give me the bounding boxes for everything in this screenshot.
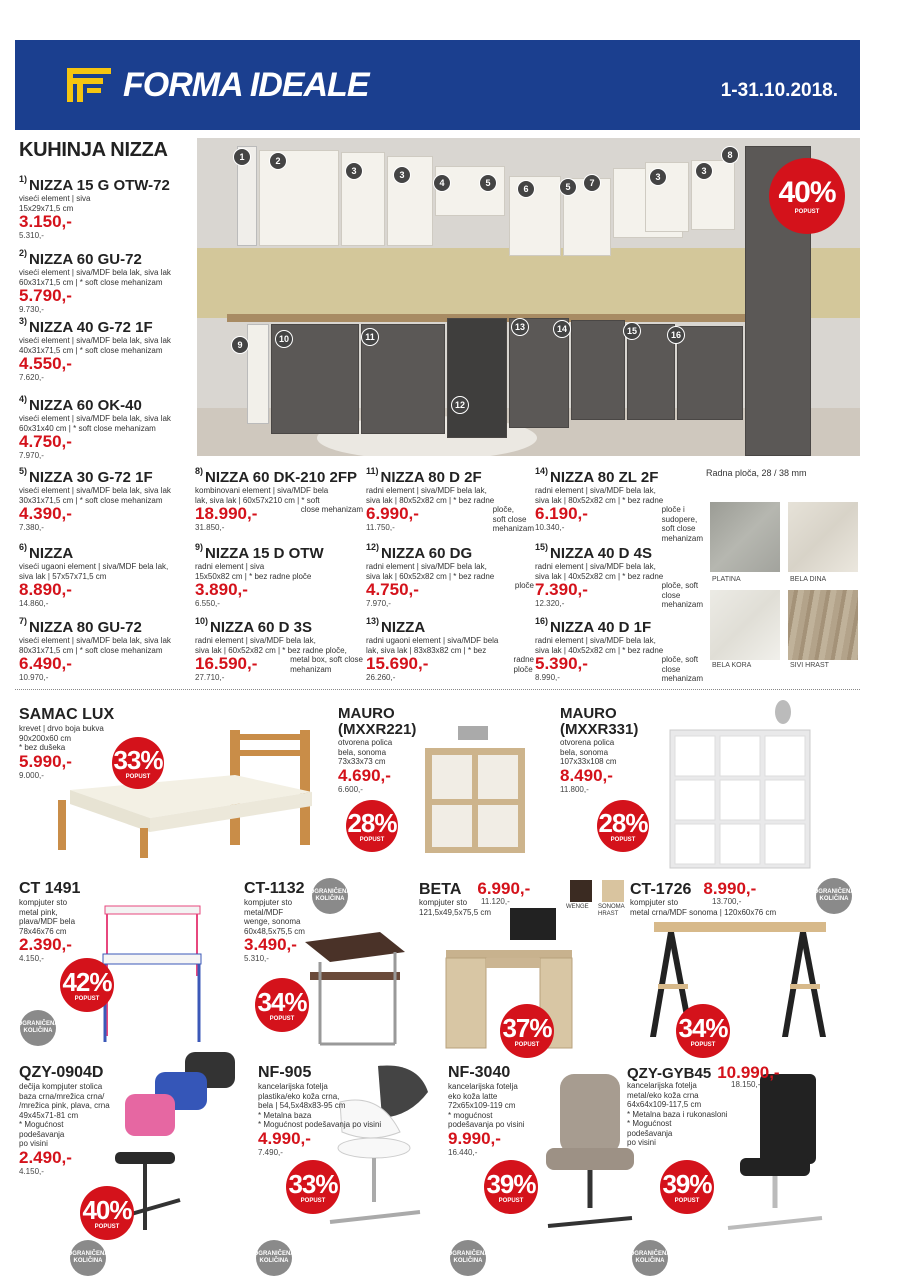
kitchen-item	[19, 318, 199, 382]
swatch-bela-dina	[788, 502, 858, 572]
item-desc: radni element | siva 15x50x82 cm | * bez radne ploče	[195, 562, 312, 581]
kitchen-item	[535, 618, 703, 684]
item-name	[366, 618, 534, 636]
kitchen-item	[195, 544, 363, 608]
shelf-mxxr331-image	[665, 700, 815, 870]
product-desc: otvorena polica bela, sonoma 73x33x73 cm	[338, 738, 393, 766]
discount-badge-ct1132: 34% POPUST	[255, 978, 309, 1032]
item-desc-extra: metal box, soft close mehanizam	[290, 655, 363, 674]
item-desc-extra: radne ploče	[513, 655, 534, 674]
kitchen-marker-5b: 5	[559, 178, 577, 196]
kitchen-item	[19, 396, 199, 460]
product-desc: kancelarijska fotelja plastika/eko koža crna, bela | 54,5x48x83-95 cm * Metalna baza * Mogućnost podešavanja po visini	[258, 1082, 382, 1129]
item-name-text: NIZZA 60 GU-72	[29, 251, 142, 268]
item-desc: kombinovani element | siva/MDF bela lak, siva lak | 60x57x210 cm | * soft	[195, 486, 329, 505]
discount-badge-ct1726: 34% POPUST	[676, 1004, 730, 1058]
product-price: 4.990,-	[258, 1128, 311, 1148]
item-desc-extra: ploče	[514, 581, 534, 590]
kitchen-marker-2: 2	[269, 152, 287, 170]
item-number: 10)	[195, 616, 209, 626]
item-name	[19, 544, 187, 562]
product-desc: krevet | drvo boja bukva 90x200x60 cm * bez dušeka	[19, 724, 104, 752]
product-old-price: 4.150,-	[19, 954, 44, 963]
item-desc: radni element | siva/MDF bela lak, siva lak | 40x52x82 cm | * bez radne	[535, 562, 664, 581]
kitchen-item	[366, 544, 534, 608]
product-nf3040	[448, 1064, 525, 1157]
shelf-mxxr221-image	[420, 718, 530, 858]
product-name: QZY-0904D	[19, 1064, 104, 1081]
item-price: 8.890,-	[19, 580, 72, 599]
item-price: 3.150,-	[19, 212, 72, 231]
item-old-price: 27.710,-	[195, 673, 225, 682]
item-desc: viseći element | siva/MDF bela lak, siva lak 30x31x71,5 cm | * soft close mehanizam	[19, 486, 171, 505]
item-price: 6.490,-	[19, 654, 72, 673]
finish-sonoma-swatch	[602, 880, 624, 902]
item-old-price: 10.340,-	[535, 523, 565, 532]
product-name: CT-1726	[630, 881, 692, 898]
kitchen-marker-8: 8	[721, 146, 739, 164]
item-name	[19, 396, 199, 414]
brand-name: FORMA IDEALE	[123, 66, 369, 104]
item-price: 4.550,-	[19, 354, 72, 373]
item-old-price: 7.380,-	[19, 523, 44, 532]
item-price: 6.990,-	[366, 504, 419, 523]
item-name	[19, 250, 199, 268]
finish-wenge-swatch	[570, 880, 592, 902]
item-name-text: NIZZA 60 OK-40	[29, 397, 142, 414]
item-number: 15)	[535, 542, 549, 552]
chair-nf3040-image	[540, 1068, 640, 1238]
item-desc: viseći element | siva/MDF bela lak, siva lak 60x31x71,5 cm | * soft close mehanizam	[19, 268, 171, 287]
product-name: NF-3040	[448, 1064, 511, 1081]
product-ct1132	[244, 880, 305, 963]
item-number: 7)	[19, 616, 28, 626]
product-price: 3.490,-	[244, 935, 297, 954]
item-name	[366, 468, 534, 486]
item-desc-extra: close mehanizam	[300, 505, 363, 514]
promo-date-range: 1-31.10.2018.	[720, 80, 838, 101]
item-price: 4.750,-	[366, 580, 419, 599]
item-old-price: 6.550,-	[195, 599, 220, 608]
limited-quantity-badge: OGRANIČENA KOLIČINA	[256, 1240, 292, 1276]
item-old-price: 12.320,-	[535, 599, 565, 608]
discount-badge-beta: 37% POPUST	[500, 1004, 554, 1058]
item-number: 12)	[366, 542, 380, 552]
item-desc: viseći element | siva/MDF bela lak, siva lak 60x31x40 cm | * soft close mehanizam	[19, 414, 171, 433]
item-desc: radni element | siva/MDF bela lak, siva lak | 80x52x82 cm | * bez radne	[366, 486, 495, 505]
item-name-text: NIZZA 80 GU-72	[29, 619, 142, 636]
item-price: 5.790,-	[19, 286, 72, 305]
item-number: 11)	[366, 466, 379, 476]
product-old-price: 5.310,-	[244, 954, 269, 963]
discount-badge-mauro-221: 28% POPUST	[346, 800, 398, 852]
kitchen-marker-3b: 3	[393, 166, 411, 184]
kitchen-item	[195, 468, 363, 532]
item-desc: radni ugaoni element | siva/MDF bela lak, siva lak | 83x83x82 cm | * bez	[366, 636, 499, 655]
product-desc: kompjuter sto metal pink, plava/MDF bela 78x46x76 cm	[19, 898, 76, 936]
header-banner	[15, 40, 860, 130]
item-number: 5)	[19, 466, 28, 476]
item-desc-extra: ploče, soft close mehanizam	[492, 505, 534, 533]
discount-badge-samac: 33% POPUST	[112, 737, 164, 789]
forma-ideale-logo-icon	[67, 68, 111, 102]
product-price: 8.490,-	[560, 765, 613, 785]
finish-wenge-label: WENGE	[566, 904, 589, 910]
product-old-price: 13.700,-	[712, 897, 742, 906]
kitchen-item	[195, 618, 363, 682]
item-name-text: NIZZA 80 D 2F	[380, 469, 482, 486]
swatch-label-bela-kora: BELA KORA	[712, 662, 752, 669]
kitchen-item	[19, 250, 199, 314]
item-name-text: NIZZA 15 G OTW-72	[29, 177, 170, 194]
item-desc: viseći ugaoni element | siva/MDF bela lak, siva lak | 57x57x71,5 cm	[19, 562, 169, 581]
item-number: 9)	[195, 542, 204, 552]
kitchen-marker-6: 6	[517, 180, 535, 198]
item-price: 18.990,-	[195, 504, 258, 523]
kitchen-marker-9: 9	[231, 336, 249, 354]
discount-badge-nf905: 33% POPUST	[286, 1160, 340, 1214]
kitchen-item	[19, 176, 199, 240]
product-qzy0904d	[19, 1064, 110, 1176]
item-name	[195, 468, 363, 486]
finish-sonoma-label: SONOMA HRAST	[598, 904, 625, 917]
kitchen-marker-1: 1	[233, 148, 251, 166]
item-name-text: NIZZA	[381, 619, 426, 636]
product-samac-lux	[19, 706, 114, 780]
item-name	[19, 176, 199, 194]
kitchen-discount-badge: 40% POPUST	[769, 158, 845, 234]
item-old-price: 7.620,-	[19, 373, 44, 382]
product-price: 6.990,-	[477, 879, 531, 898]
item-price: 4.750,-	[19, 432, 72, 451]
product-name: MAURO (MXXR221)	[338, 705, 417, 738]
product-old-price: 7.490,-	[258, 1147, 283, 1157]
item-name	[19, 318, 199, 336]
desk-ct1132-image	[300, 912, 410, 1062]
product-name: BETA	[419, 881, 462, 898]
item-desc: radni element | siva/MDF bela lak, siva lak | 80x52x82 cm | * bez radne	[535, 486, 664, 505]
item-number: 6)	[19, 542, 28, 552]
kitchen-marker-3d: 3	[695, 162, 713, 180]
item-name	[195, 618, 363, 636]
kitchen-marker-11: 11	[361, 328, 379, 346]
discount-badge-mauro-331: 28% POPUST	[597, 800, 649, 852]
item-name-text: NIZZA 40 D 1F	[550, 619, 652, 636]
discount-badge-ct1491: 42% POPUST	[60, 958, 114, 1012]
swatch-bela-kora	[710, 590, 780, 660]
product-qzy-gyb45	[627, 1064, 780, 1148]
item-desc: viseći element | siva 15x29x71,5 cm	[19, 194, 91, 213]
item-old-price: 26.260,-	[366, 673, 396, 682]
product-ct1491	[19, 880, 80, 963]
product-price: 8.990,-	[703, 879, 757, 898]
product-nf905	[258, 1064, 381, 1157]
product-price: 10.990,-	[717, 1063, 780, 1082]
kitchen-marker-12: 12	[451, 396, 469, 414]
product-old-price: 11.800,-	[560, 784, 589, 794]
item-price: 7.390,-	[535, 580, 588, 599]
limited-quantity-badge: OGRANIČENA KOLIČINA	[20, 1010, 56, 1046]
item-name-text: NIZZA 60 DG	[381, 545, 473, 562]
kitchen-item	[19, 544, 187, 608]
item-desc: radni element | siva/MDF bela lak, siva lak | 60x52x82 cm | * bez radne	[366, 562, 495, 581]
product-desc: otvorena polica bela, sonoma 107x33x108 cm	[560, 738, 617, 766]
product-desc: kancelarijska fotelja metal/eko koža crna 64x64x109-117,5 cm * Metalna baza i rukonasloni * Mogućnost podešavanja po visini	[627, 1081, 728, 1147]
item-name-text: NIZZA 60 DK-210 2FP	[205, 469, 358, 486]
product-old-price: 11.120,-	[481, 897, 510, 906]
kitchen-marker-4: 4	[433, 174, 451, 192]
kitchen-marker-3c: 3	[649, 168, 667, 186]
item-price: 3.890,-	[195, 580, 248, 599]
discount-badge-qzy0904d: 40% POPUST	[80, 1186, 134, 1240]
worktop-title: Radna ploča, 28 / 38 mm	[706, 468, 807, 478]
kitchen-marker-5: 5	[479, 174, 497, 192]
item-number: 2)	[19, 248, 28, 258]
item-old-price: 10.970,-	[19, 673, 49, 682]
item-desc: radni element | siva/MDF bela lak, siva lak | 60x52x82 cm | * bez radne ploče,	[195, 636, 347, 655]
item-name-text: NIZZA 30 G-72 1F	[29, 469, 153, 486]
limited-quantity-badge: OGRANIČENA KOLIČINA	[816, 878, 852, 914]
item-old-price: 11.750,-	[366, 523, 395, 532]
item-number: 13)	[366, 616, 380, 626]
discount-badge-nf3040: 39% POPUST	[484, 1160, 538, 1214]
kitchen-item	[535, 544, 703, 610]
item-old-price: 9.730,-	[19, 305, 44, 314]
product-beta	[419, 880, 530, 917]
product-mauro-221	[338, 706, 416, 794]
swatch-label-platina: PLATINA	[712, 576, 741, 583]
item-name	[535, 468, 703, 486]
product-price: 5.990,-	[19, 751, 72, 771]
item-price: 15.690,-	[366, 654, 429, 673]
item-name	[535, 618, 703, 636]
kitchen-marker-10: 10	[275, 330, 293, 348]
item-number: 8)	[195, 466, 204, 476]
kitchen-item	[19, 618, 187, 682]
product-price: 9.990,-	[448, 1128, 501, 1148]
discount-badge-qzy-gyb45: 39% POPUST	[660, 1160, 714, 1214]
product-old-price: 9.000,-	[19, 770, 44, 780]
item-old-price: 7.970,-	[19, 451, 44, 460]
product-ct1726	[630, 880, 776, 917]
product-mauro-331	[560, 706, 638, 794]
kitchen-photo	[197, 138, 860, 456]
item-old-price: 14.860,-	[19, 599, 49, 608]
kitchen-marker-13: 13	[511, 318, 529, 336]
kitchen-marker-14: 14	[553, 320, 571, 338]
item-desc: viseći element | siva/MDF bela lak, siva lak 80x31x71,5 cm | * soft close mehanizam	[19, 636, 171, 655]
item-number: 16)	[535, 616, 549, 626]
product-name: CT-1132	[244, 880, 305, 897]
limited-quantity-badge: OGRANIČENA KOLIČINA	[450, 1240, 486, 1276]
item-name-text: NIZZA 40 D 4S	[550, 545, 652, 562]
item-name	[366, 544, 534, 562]
item-price: 5.390,-	[535, 654, 588, 673]
limited-quantity-badge: OGRANIČENA KOLIČINA	[632, 1240, 668, 1276]
limited-quantity-badge: OGRANIČENA KOLIČINA	[70, 1240, 106, 1276]
item-name-text: NIZZA	[29, 545, 74, 562]
product-name: MAURO (MXXR331)	[560, 705, 639, 738]
kitchen-item	[366, 468, 534, 534]
item-desc-extra: ploče i sudopere, soft close mehanizam	[661, 505, 703, 543]
product-desc: kompjuter sto metal crna/MDF sonoma | 120x60x76 cm	[630, 898, 777, 917]
item-old-price: 5.310,-	[19, 231, 44, 240]
kitchen-marker-16: 16	[667, 326, 685, 344]
product-name: QZY-GYB45	[627, 1065, 712, 1082]
product-price: 2.390,-	[19, 935, 72, 954]
item-desc-extra: ploče, soft close mehanizam	[661, 655, 703, 683]
kitchen-marker-7: 7	[583, 174, 601, 192]
limited-quantity-badge: OGRANIČENA KOLIČINA	[312, 878, 348, 914]
item-number: 1)	[19, 174, 28, 184]
swatch-label-sivi-hrast: SIVI HRAST	[790, 662, 829, 669]
item-price: 16.590,-	[195, 654, 258, 673]
item-number: 14)	[535, 466, 549, 476]
item-number: 4)	[19, 394, 28, 404]
product-old-price: 4.150,-	[19, 1166, 44, 1176]
product-desc: kompjuter sto 121,5x49,5x75,5 cm	[419, 898, 492, 917]
product-old-price: 16.440,-	[448, 1147, 478, 1157]
product-name: NF-905	[258, 1064, 312, 1081]
kitchen-title: KUHINJA NIZZA	[19, 139, 168, 161]
item-price: 6.190,-	[535, 504, 588, 523]
product-price: 4.690,-	[338, 765, 391, 785]
product-desc: dečija kompjuter stolica baza crna/mrežica crna/ /mrežica pink, plava, crna 49x45x71-81 cm * Mogućnost podešavanja po visini	[19, 1082, 110, 1148]
kitchen-item	[535, 468, 703, 543]
item-desc-extra: ploče, soft close mehanizam	[661, 581, 703, 609]
kitchen-marker-15: 15	[623, 322, 641, 340]
item-name-text: NIZZA 15 D OTW	[205, 545, 324, 562]
kitchen-item	[366, 618, 534, 682]
item-name-text: NIZZA 60 D 3S	[210, 619, 312, 636]
product-old-price: 18.150,-	[731, 1080, 761, 1089]
item-old-price: 8.990,-	[535, 673, 560, 682]
item-old-price: 7.970,-	[366, 599, 391, 608]
product-price: 2.490,-	[19, 1147, 72, 1167]
swatch-label-bela-dina: BELA DINA	[790, 576, 827, 583]
item-name-text: NIZZA 40 G-72 1F	[29, 319, 153, 336]
item-desc: radni element | siva/MDF bela lak, siva lak | 40x52x82 cm | * bez radne	[535, 636, 664, 655]
item-name	[195, 544, 363, 562]
item-price: 4.390,-	[19, 504, 72, 523]
item-old-price: 31.850,-	[195, 523, 225, 532]
swatch-sivi-hrast	[788, 590, 858, 660]
item-name	[19, 618, 187, 636]
swatch-platina	[710, 502, 780, 572]
kitchen-item	[19, 468, 187, 532]
product-name: SAMAC LUX	[19, 706, 115, 723]
item-name-text: NIZZA 80 ZL 2F	[550, 469, 659, 486]
item-name	[19, 468, 187, 486]
item-name	[535, 544, 703, 562]
product-desc: kompjuter sto metal/MDF wenge, sonoma 60x48,5x75,5 cm	[244, 898, 305, 936]
section-divider	[15, 689, 860, 690]
product-old-price: 6.600,-	[338, 784, 363, 794]
product-desc: kancelarijska fotelja eko koža latte 72x65x109-119 cm * mogućnost podešavanja po visini	[448, 1082, 525, 1129]
kitchen-marker-3: 3	[345, 162, 363, 180]
item-desc: viseći element | siva/MDF bela lak, siva lak 40x31x71,5 cm | * soft close mehanizam	[19, 336, 171, 355]
item-number: 3)	[19, 316, 28, 326]
product-name: CT 1491	[19, 880, 81, 897]
